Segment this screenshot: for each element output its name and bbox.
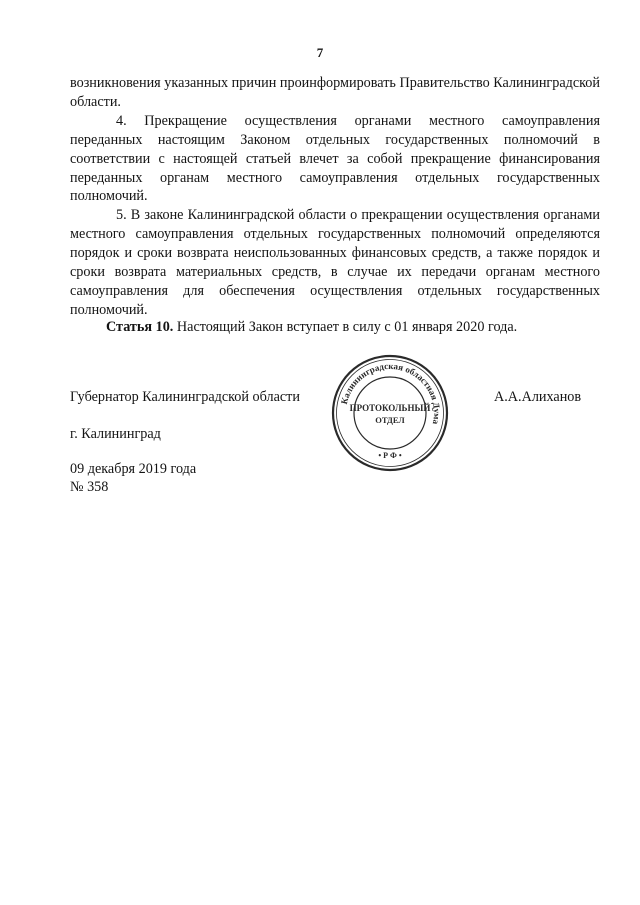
article-text: Настоящий Закон вступает в силу с 01 января 2020 года. bbox=[173, 319, 518, 335]
place-of-signing: г. Калининград bbox=[70, 426, 161, 442]
law-number: № 358 bbox=[70, 479, 109, 495]
page-number: 7 bbox=[316, 45, 324, 60]
article-10 bbox=[106, 318, 517, 337]
article-label: Статья 10. bbox=[106, 319, 174, 335]
paragraph-5: 5. В законе Калининградской области о прекращении осуществления органами местного самоуправления отдельных государственных полномочий определяются порядок и сроки возврата неиспользованных финансовых средств, а также порядок и сроки возврата материальных средств, в случае их передачи органам местного самоуправления для обеспечения осуществления отдельных государственных полномочий. bbox=[70, 207, 600, 318]
signing-date: 09 декабря 2019 года bbox=[70, 461, 197, 477]
stamp-bottom: • Р Ф • bbox=[378, 451, 402, 460]
official-stamp bbox=[330, 353, 450, 473]
stamp-center-line1: ПРОТОКОЛЬНЫЙ bbox=[349, 403, 431, 413]
paragraph-continuation: возникновения указанных причин проинформировать Правительство Калининградской области. bbox=[70, 75, 600, 110]
law-text bbox=[70, 74, 600, 320]
governor-title: Губернатор Калининградской области bbox=[70, 389, 300, 405]
stamp-center-line2: ОТДЕЛ bbox=[375, 415, 405, 425]
stamp-center-ring bbox=[354, 377, 426, 449]
paragraph-4: 4. Прекращение осуществления органами местного самоуправления переданных настоящим Законом отдельных государственных полномочий в соответствии с настоящей статьей влечет за собой прекращение финансирования переданных органам местного самоуправления отдельных государственных полномочий. bbox=[70, 112, 600, 205]
stamp-ring-text: Калининградская областная Дума bbox=[338, 360, 443, 426]
governor-name: А.А.Алиханов bbox=[494, 389, 582, 405]
